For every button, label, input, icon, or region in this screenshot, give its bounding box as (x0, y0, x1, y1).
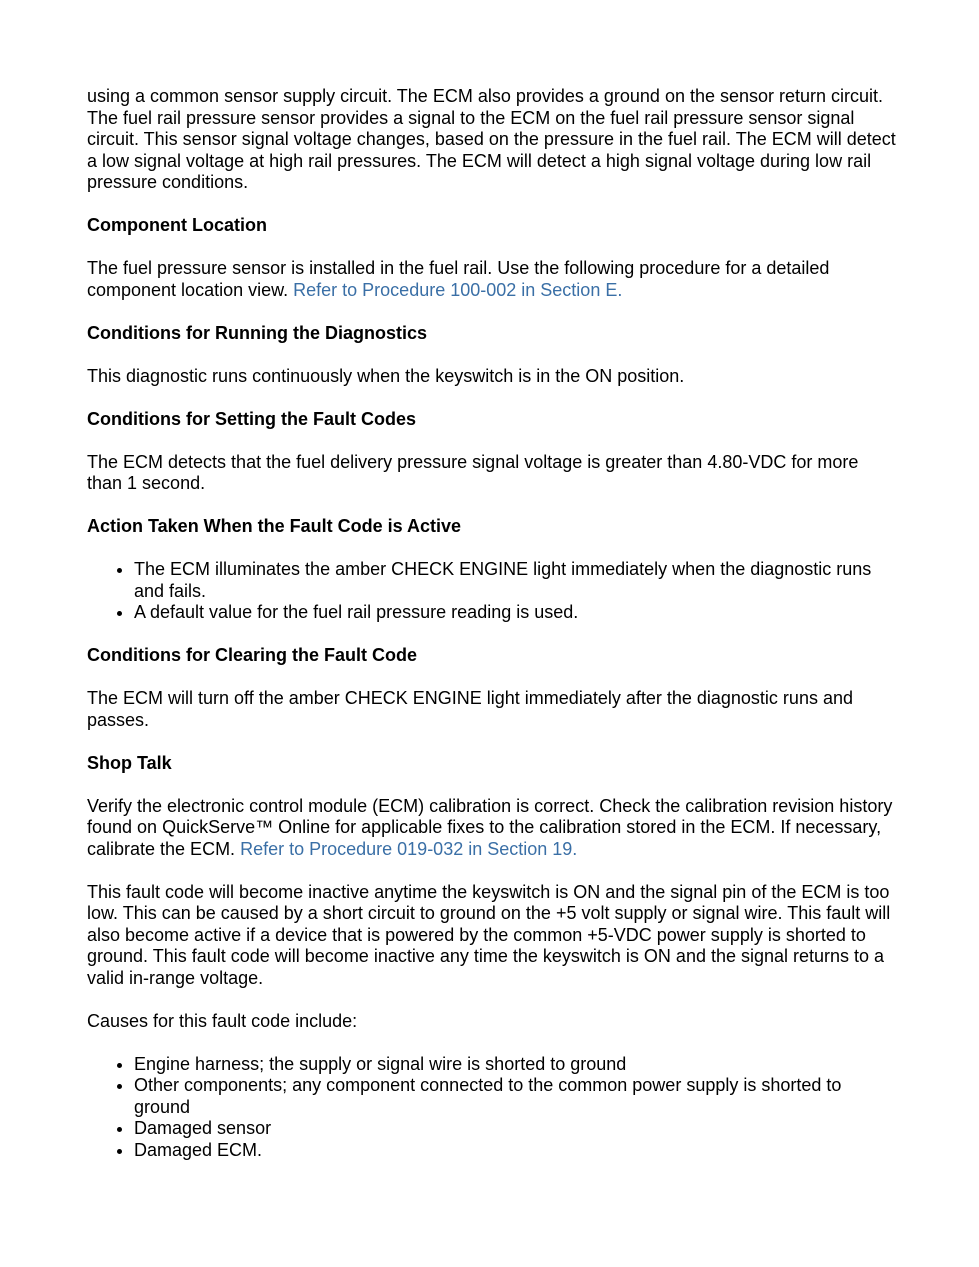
setting-fault-codes-paragraph: The ECM detects that the fuel delivery pressure signal voltage is greater than 4.80-VDC for more than 1 second. (87, 451, 859, 493)
action-taken-list (87, 559, 897, 624)
causes-intro: Causes for this fault code include: (87, 1010, 358, 1031)
action-taken-heading: Action Taken When the Fault Code is Active (87, 516, 462, 536)
component-location-heading: Component Location (87, 215, 267, 235)
intro-paragraph: using a common sensor supply circuit. The ECM also provides a ground on the sensor return circuit. The fuel rail pressure sensor provides a signal to the ECM on the fuel rail pressure sensor signal circuit. This sensor signal voltage changes, based on the pressure in the fuel rail. The ECM will detect a low signal voltage at high rail pressures. The ECM will detect a high signal voltage during low rail pressure conditions. (87, 86, 896, 192)
procedure-019-032-link[interactable]: Refer to Procedure 019-032 in Section 19. (240, 838, 578, 859)
list-item: • Other components; any component connected to the common power supply is shorted to ground (134, 1075, 897, 1118)
clearing-fault-code-paragraph: The ECM will turn off the amber CHECK ENGINE light immediately after the diagnostic runs and passes. (87, 688, 853, 730)
shop-talk-paragraph (87, 796, 897, 861)
document-body (87, 86, 897, 1183)
running-diagnostics-paragraph: This diagnostic runs continuously when the keyswitch is in the ON position. (87, 365, 685, 386)
component-location-text: The fuel pressure sensor is installed in the fuel rail. Use the following procedure for a detailed component location view. (87, 258, 830, 300)
setting-fault-codes-heading: Conditions for Setting the Fault Codes (87, 408, 416, 429)
shop-talk-heading: Shop Talk (87, 752, 172, 773)
list-item: • Damaged sensor (134, 1118, 897, 1140)
clearing-fault-code-heading: Conditions for Clearing the Fault Code (87, 645, 417, 665)
shop-talk-text: Verify the electronic control module (ECM) calibration is correct. Check the calibration revision history found on QuickServe™ Online for applicable fixes to the calibration stored in the ECM. If necessary, calibrate the ECM. (87, 795, 893, 859)
list-item: • Engine harness; the supply or signal wire is shorted to ground (134, 1054, 897, 1076)
list-item: • The ECM illuminates the amber CHECK ENGINE light immediately when the diagnostic runs and fails. (134, 559, 897, 602)
inactive-fault-paragraph: This fault code will become inactive anytime the keyswitch is ON and the signal pin of the ECM is too low. This can be caused by a short circuit to ground on the +5 volt supply or signal wire. This fault will also become active if a device that is powered by the common +5-VDC power supply is shorted to ground. This fault code will become inactive any time the keyswitch is ON and the signal returns to a valid in-range voltage. (87, 881, 891, 988)
causes-list (87, 1054, 897, 1162)
list-item: • Damaged ECM. (134, 1140, 897, 1162)
procedure-100-002-link[interactable]: Refer to Procedure 100-002 in Section E. (293, 279, 623, 300)
running-diagnostics-heading: Conditions for Running the Diagnostics (87, 322, 427, 343)
component-location-paragraph (87, 258, 897, 301)
list-item: • A default value for the fuel rail pressure reading is used. (134, 602, 897, 624)
